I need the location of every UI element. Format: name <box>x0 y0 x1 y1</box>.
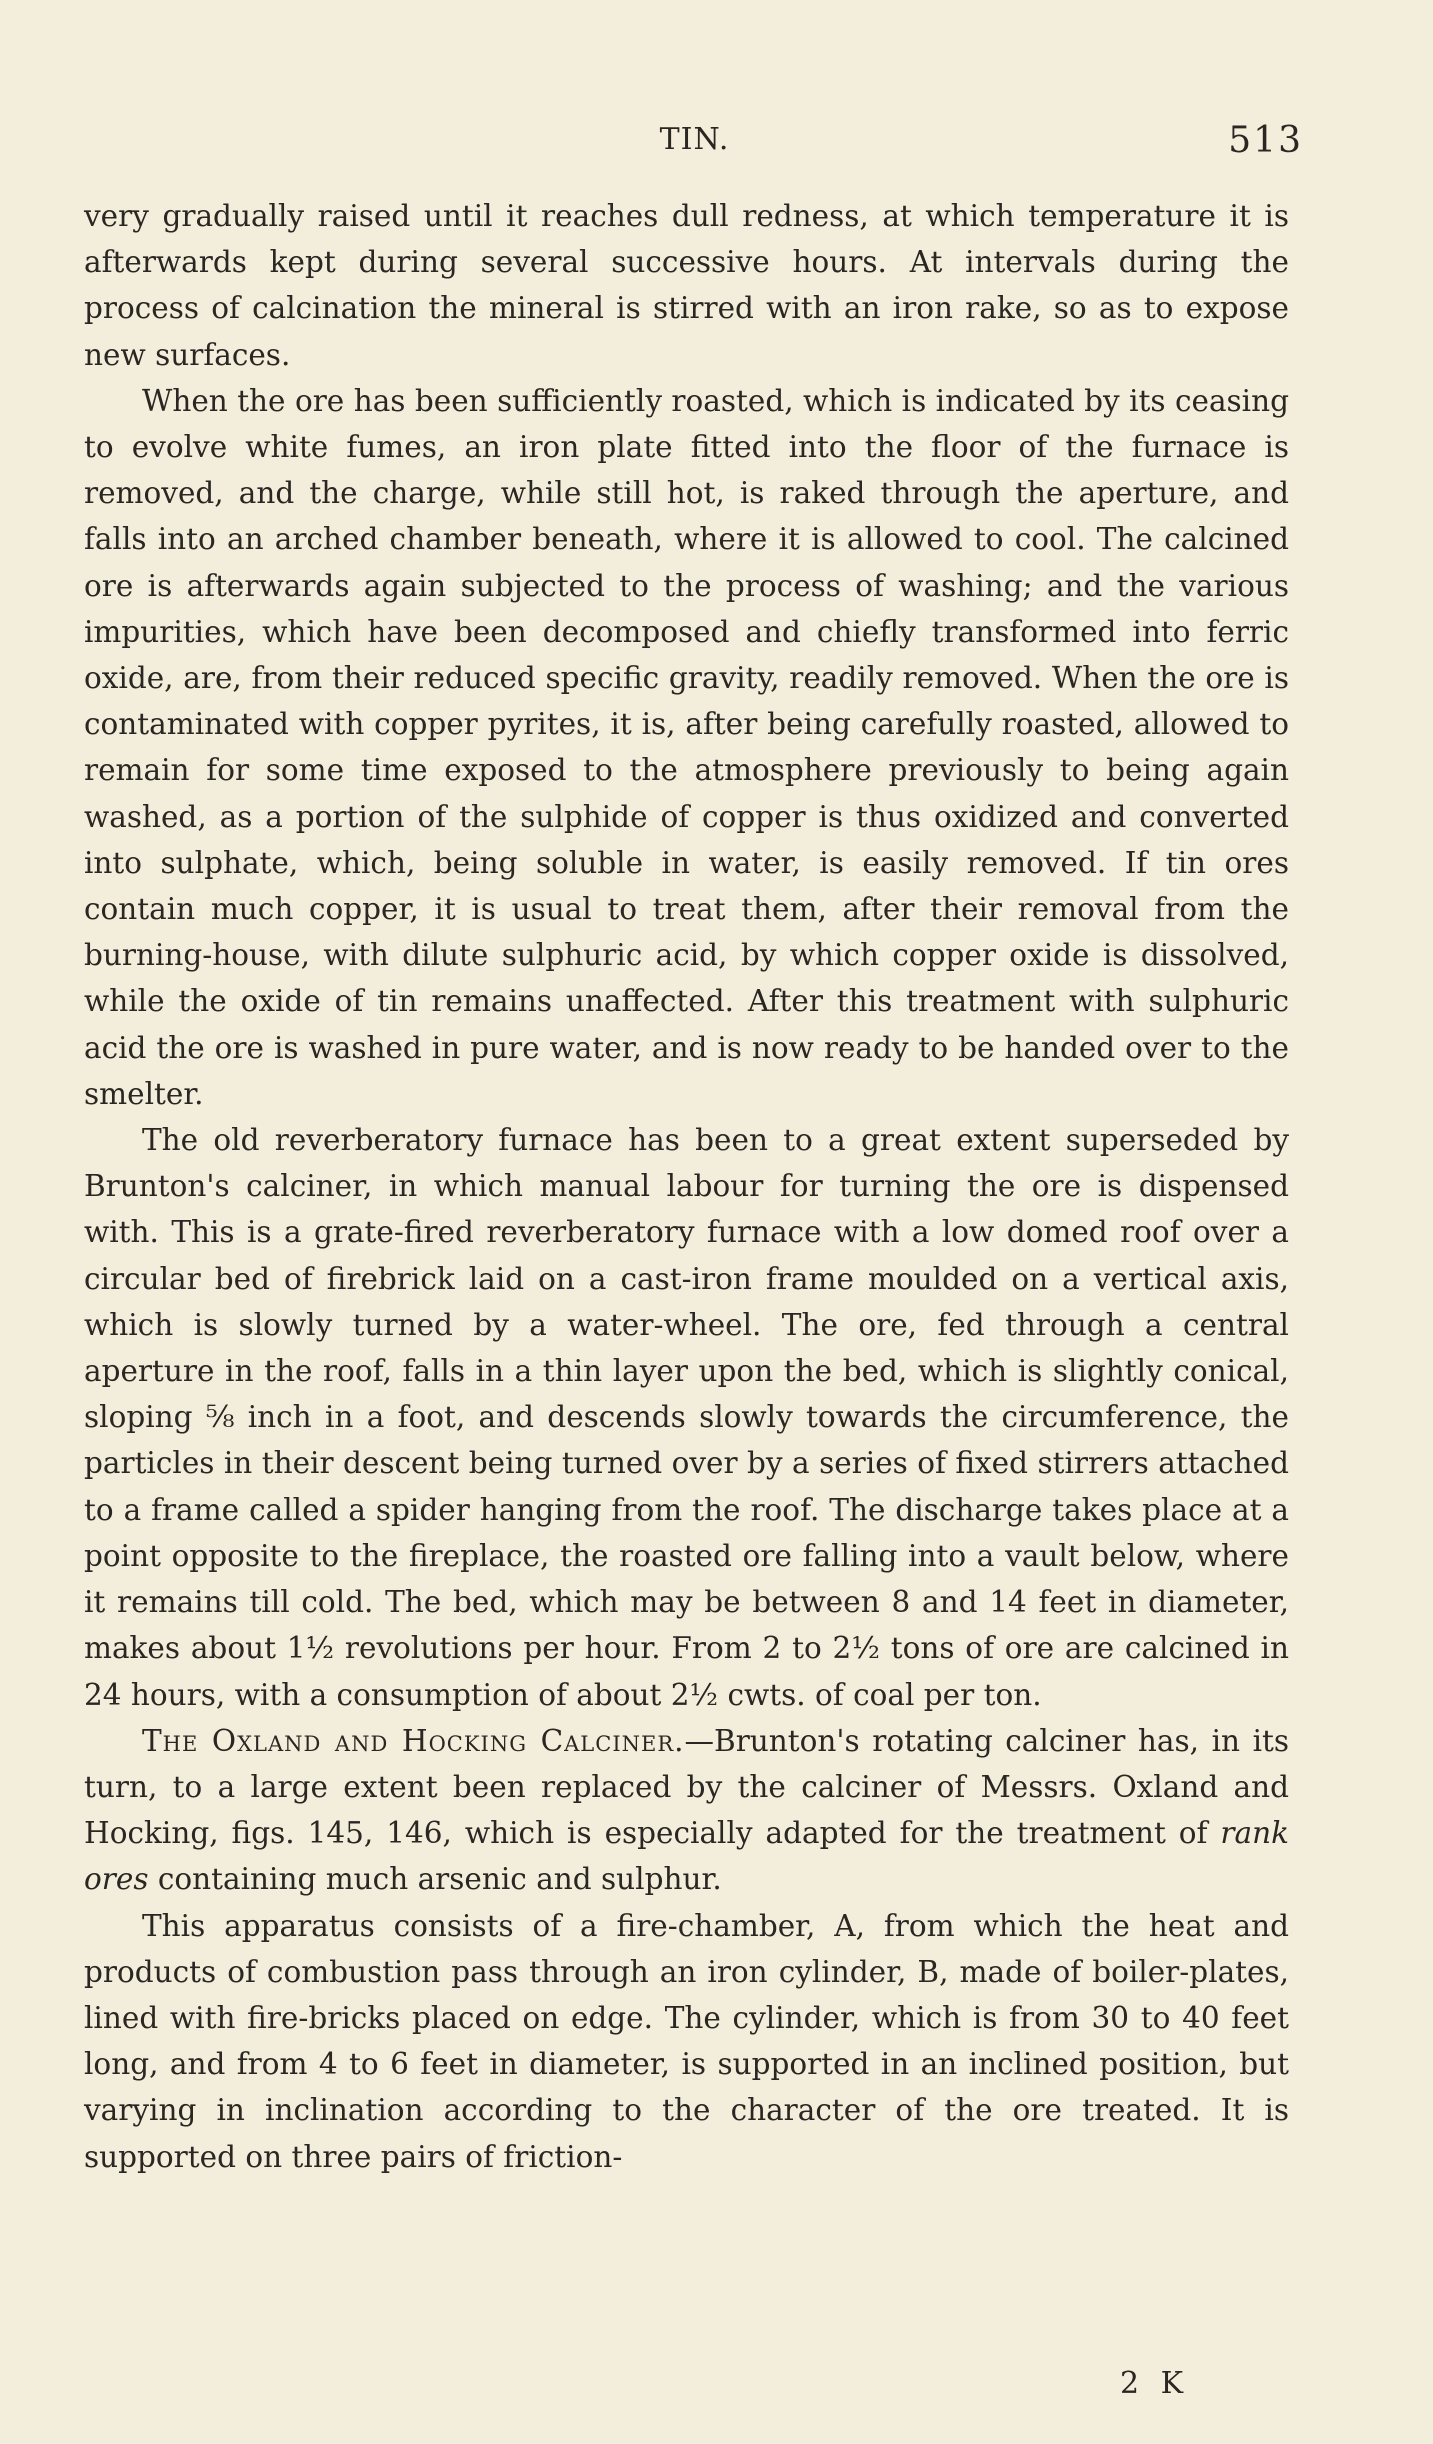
paragraph-roasting: When the ore has been sufficiently roasted, which is indicated by its ceasing to evolve white fumes, an iron plate fitted into the floor of the furnace is removed, and the charge, while still hot, is raked through the aperture, and falls into an arched chamber beneath, where it is allowed to cool. The calcined ore is afterwards again subjected to the process of washing; and the various impurities, which have been decomposed and chiefly transformed into ferric oxide, are, from their reduced specific gravity, readily removed. When the ore is contaminated with copper pyrites, it is, after being carefully roasted, allowed to remain for some time exposed to the atmosphere previously to being again washed, as a portion of the sulphide of copper is thus oxidized and converted into sulphate, which, being soluble in water, is easily removed. If tin ores contain much copper, it is usual to treat them, after their removal from the burning-house, with dilute sulphuric acid, by which copper oxide is dissolved, while the oxide of tin remains unaffected. After this treatment with sulphuric acid the ore is washed in pure water, and is now ready to be handed over to the smelter. <box>84 383 1289 1111</box>
body-text <box>84 193 1289 2180</box>
paragraph-brunton-calciner: The old reverberatory furnace has been to a great extent superseded by Brunton's calciner, in which manual labour for turning the ore is dispensed with. This is a grate-fired reverberatory furnace with a low domed roof over a circular bed of firebrick laid on a cast-iron frame moulded on a vertical axis, which is slowly turned by a water-wheel. The ore, fed through a central aperture in the roof, falls in a thin layer upon the bed, which is slightly conical, sloping ⅝ inch in a foot, and descends slowly towards the circumference, the particles in their descent being turned over by a series of fixed stirrers attached to a frame called a spider hanging from the roof. The discharge takes place at a point opposite to the fireplace, the roasted ore falling into a vault below, where it remains till cold. The bed, which may be between 8 and 14 feet in diameter, makes about 1½ revolutions per hour. From 2 to 2½ tons of ore are calcined in 24 hours, with a consumption of about 2½ cwts. of coal per ton. <box>84 1123 1289 1712</box>
oxland-text-b: containing much arsenic and sulphur. <box>148 1862 722 1897</box>
emphasis-rank-ores: rank ores <box>84 1816 1289 1897</box>
paragraph-continued: very gradually raised until it reaches dull redness, at which temperature it is afterwards kept during several successive hours. At intervals during the process of calcination the mineral is stirred with an iron rake, so as to expose new surfaces. <box>84 199 1289 372</box>
signature-mark: 2 K <box>1120 2366 1190 2401</box>
page-header <box>86 118 1303 168</box>
page-number: 513 <box>1228 120 1303 161</box>
paragraph-oxland-hocking <box>84 1718 1289 1903</box>
running-title: TIN. <box>659 122 730 157</box>
section-heading: The Oxland and Hocking Calciner. <box>142 1723 685 1758</box>
paragraph-apparatus: This apparatus consists of a fire-chamber, A, from which the heat and products of combustion pass through an iron cylinder, B, made of boiler-plates, lined with fire-bricks placed on edge. The cylinder, which is from 30 to 40 feet long, and from 4 to 6 feet in diameter, is supported in an inclined position, but varying in inclination according to the character of the ore treated. It is supported on three pairs of friction- <box>84 1908 1289 2174</box>
oxland-text-a: —Brunton's rotating calciner has, in its turn, to a large extent been replaced by the calciner of Messrs. Oxland and Hocking, figs. 145, 146, which is especially adapted for the treatment of <box>84 1723 1290 1851</box>
